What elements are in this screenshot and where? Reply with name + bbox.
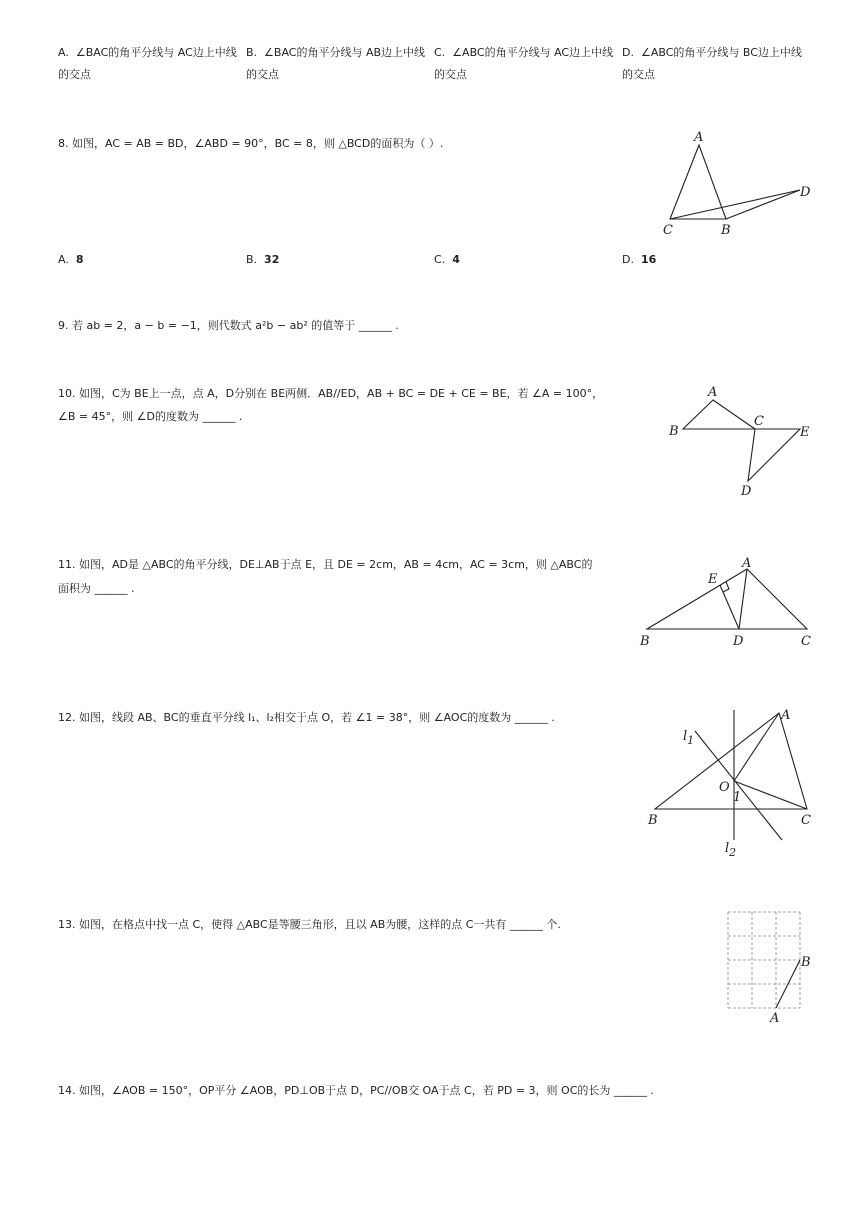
q13-label-a: A xyxy=(770,1011,780,1026)
q12-label-l1-sub: 1 xyxy=(687,734,695,747)
q11-stem-line1: 11. 如图，AD是 △ABC的角平分线，DE⊥AB于点 E，且 DE = 2cm，AB = 4cm，AC = 3cm，则 △ABC的 xyxy=(58,558,593,571)
q8-option-c xyxy=(434,254,460,265)
q8-option-b-text: 32 xyxy=(264,253,280,266)
q11-figure xyxy=(635,552,825,652)
q11-label-d: D xyxy=(733,634,744,649)
q12-stem: 12. 如图，线段 AB、BC的垂直平分线 l₁、l₂相交于点 O，若 ∠1 = 38°，则 ∠AOC的度数为 ______ . xyxy=(58,711,555,724)
q13-stem: 13. 如图，在格点中找一点 C，使得 △ABC是等腰三角形，且以 AB为腰，这样的点 C一共有 ______ 个. xyxy=(58,918,561,931)
q8-option-a-letter: A. xyxy=(58,253,69,266)
q7-option-b-text: ∠BAC的角平分线与 AB边上中线的交点 xyxy=(246,46,426,81)
q11-label-a: A xyxy=(742,556,752,571)
q8-option-b xyxy=(246,254,279,265)
q7-option-c-letter: C. xyxy=(434,46,446,59)
q9-stem: 9. 若 ab = 2，a − b = −1，则代数式 a²b − ab² 的值等于 ______ . xyxy=(58,319,399,332)
q11-triangle-abc xyxy=(647,569,807,629)
q12-figure xyxy=(645,702,825,862)
q8-option-a xyxy=(58,254,83,265)
q11-label-e: E xyxy=(708,572,718,587)
q7-option-a-text: ∠BAC的角平分线与 AC边上中线的交点 xyxy=(58,46,237,81)
q12-label-l2-main: l xyxy=(725,841,730,856)
q7-option-c-text: ∠ABC的角平分线与 AC边上中线的交点 xyxy=(434,46,614,81)
q7-option-d-letter: D. xyxy=(622,46,634,59)
q7-option-b-letter: B. xyxy=(246,46,258,59)
q12-segment-oc xyxy=(734,781,807,809)
q8-segment-cd xyxy=(670,190,800,219)
q8-stem: 8. 如图，AC = AB = BD，∠ABD = 90°，BC = 8，则 △BCD的面积为（ ）. xyxy=(58,137,444,150)
q12-segment-oa xyxy=(734,713,779,781)
q12-label-b: B xyxy=(648,813,658,828)
q13-dotted-grid xyxy=(728,912,800,1008)
q10-label-d: D xyxy=(741,484,752,499)
q8-figure xyxy=(660,128,820,238)
q8-label-c: C xyxy=(663,223,673,238)
q7-option-c xyxy=(434,42,614,86)
q8-option-c-text: 4 xyxy=(452,253,460,266)
q8-label-d: D xyxy=(800,185,811,200)
q7-option-b xyxy=(246,42,426,86)
q8-label-b: B xyxy=(721,223,731,238)
q12-triangle-abc xyxy=(655,713,807,809)
q7-option-a xyxy=(58,42,240,86)
q13-figure xyxy=(720,905,820,1030)
q10-stem-line1: 10. 如图，C为 BE上一点，点 A，D分别在 BE两侧．AB//ED，AB + BC = DE + CE = BE，若 ∠A = 100°， xyxy=(58,387,604,400)
q8-option-a-text: 8 xyxy=(75,253,84,266)
q10-triangle-cde xyxy=(748,429,800,481)
q11-label-c: C xyxy=(801,634,811,649)
q13-label-b: B xyxy=(801,955,811,970)
q14-stem: 14. 如图，∠AOB = 150°，OP平分 ∠AOB，PD⊥OB于点 D，PC//OB交 OA于点 C，若 PD = 3，则 OC的长为 ______ . xyxy=(58,1084,654,1097)
q10-stem-line2: ∠B = 45°，则 ∠D的度数为 ______ . xyxy=(58,410,243,423)
q11-segment-ad xyxy=(739,569,747,629)
q10-label-c: C xyxy=(754,414,764,429)
q8-label-a: A xyxy=(694,130,704,145)
q12-label-l2 xyxy=(725,841,736,859)
q7-option-d-text: ∠ABC的角平分线与 BC边上中线的交点 xyxy=(622,46,802,81)
q12-label-l2-sub: 2 xyxy=(729,846,737,859)
q8-option-d-text: 16 xyxy=(640,253,657,266)
q10-label-a: A xyxy=(708,385,718,400)
q8-option-c-letter: C. xyxy=(434,253,446,266)
q12-label-c: C xyxy=(801,813,811,828)
q11-stem-line2: 面积为 ______ . xyxy=(58,582,135,595)
q10-label-e: E xyxy=(800,425,810,440)
q10-figure xyxy=(665,380,825,500)
q8-option-b-letter: B. xyxy=(246,253,258,266)
q7-option-d xyxy=(622,42,804,86)
q7-option-a-letter: A. xyxy=(58,46,69,59)
q8-option-d xyxy=(622,254,656,265)
q11-label-b: B xyxy=(640,634,650,649)
q8-option-d-letter: D. xyxy=(622,253,634,266)
q12-perp-bisector-l1 xyxy=(695,731,782,840)
q12-label-l1 xyxy=(683,729,694,747)
q12-label-l1-main: l xyxy=(683,729,688,744)
q10-triangle-abc xyxy=(683,400,755,429)
q10-label-b: B xyxy=(669,424,679,439)
q12-label-a: A xyxy=(781,708,791,723)
q12-label-angle-1: 1 xyxy=(733,790,742,805)
q12-label-o: O xyxy=(719,780,730,795)
